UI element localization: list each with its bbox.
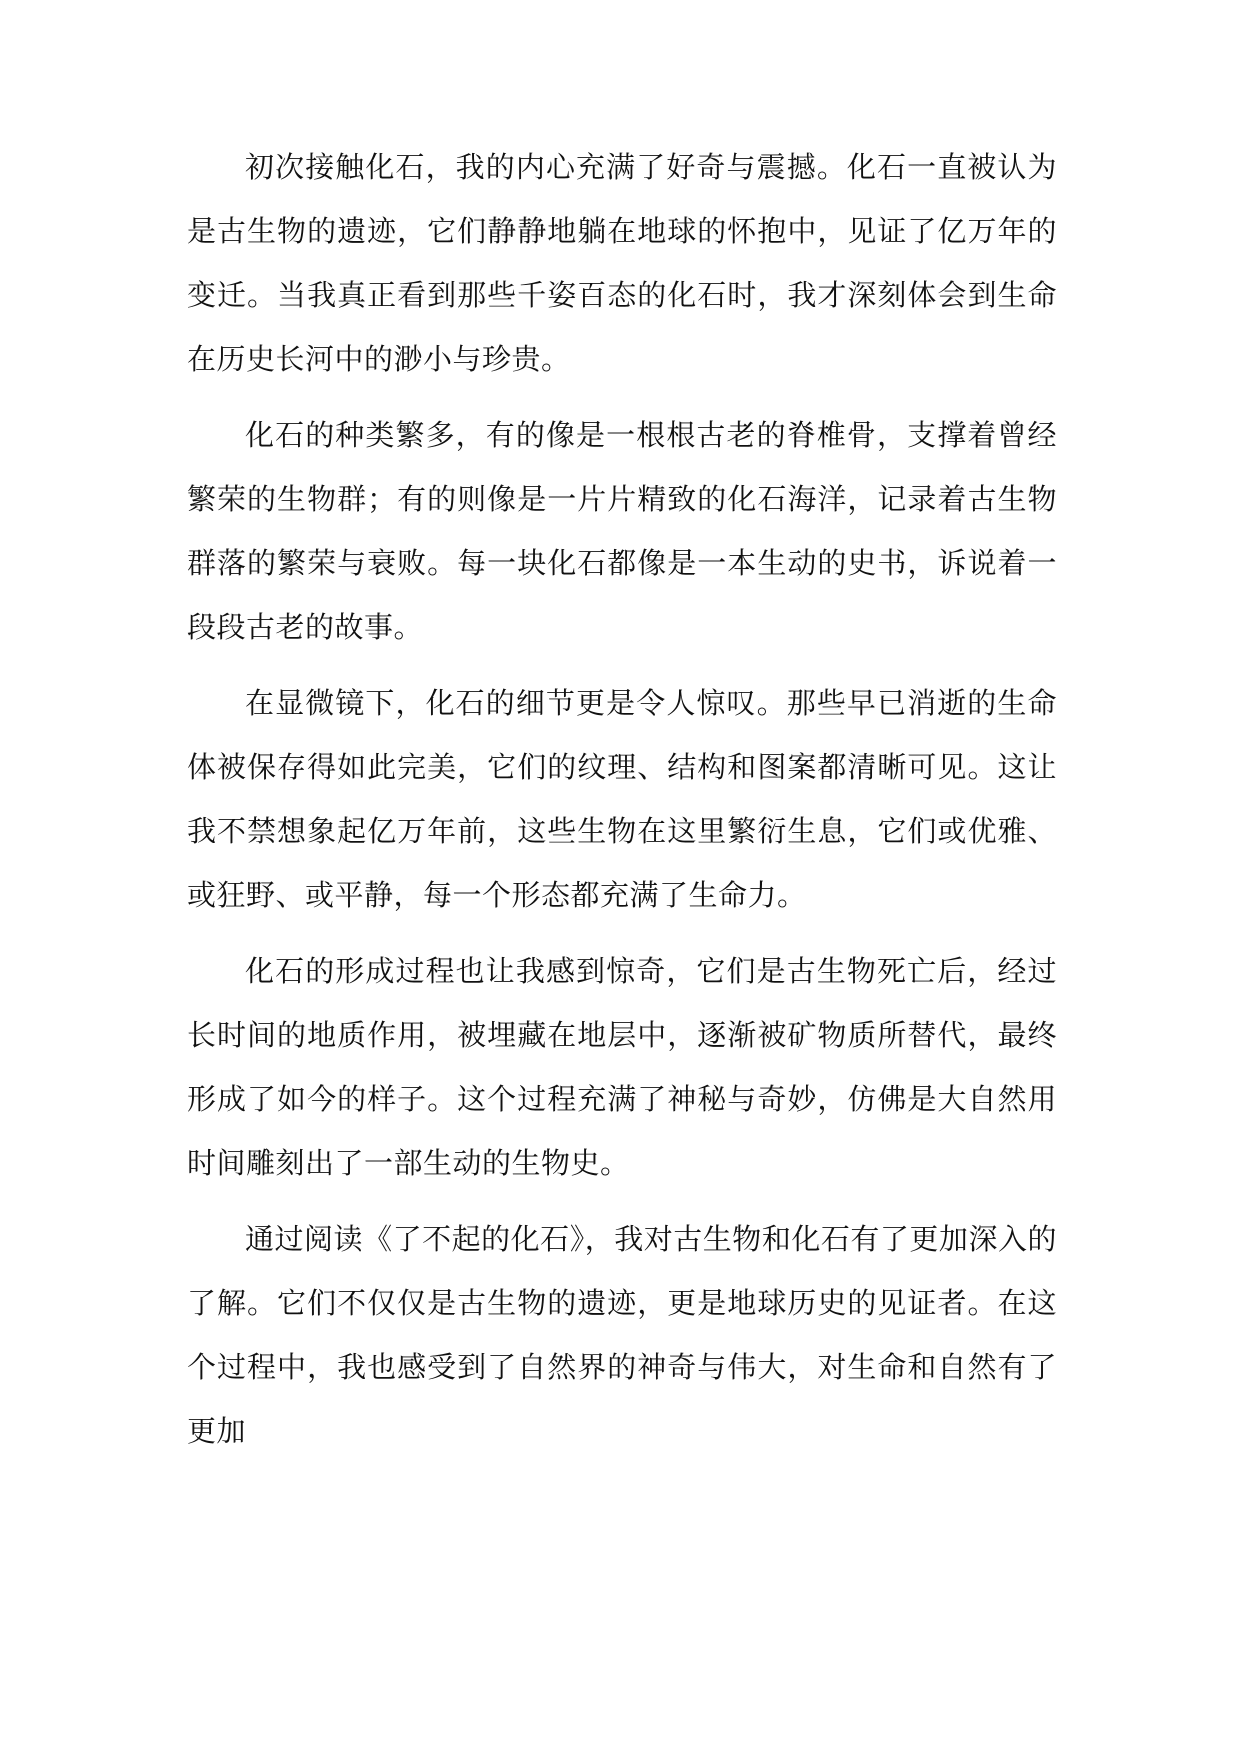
paragraph-4: 化石的形成过程也让我感到惊奇，它们是古生物死亡后，经过长时间的地质作用，被埋藏在地层中，逐渐被矿物质所替代，最终形成了如今的样子。这个过程充满了神秘与奇妙，仿佛是大自然用时间雕刻出了一部生动的生物史。 bbox=[187, 954, 1057, 1180]
paragraph-1: 初次接触化石，我的内心充满了好奇与震撼。化石一直被认为是古生物的遗迹，它们静静地躺在地球的怀抱中，见证了亿万年的变迁。当我真正看到那些千姿百态的化石时，我才深刻体会到生命在历史长河中的渺小与珍贵。 bbox=[187, 150, 1057, 376]
body-text bbox=[187, 135, 1057, 1475]
paragraph-3: 在显微镜下，化石的细节更是令人惊叹。那些早已消逝的生命体被保存得如此完美，它们的纹理、结构和图案都清晰可见。这让我不禁想象起亿万年前，这些生物在这里繁衍生息，它们或优雅、或狂野、或平静，每一个形态都充满了生命力。 bbox=[187, 686, 1057, 912]
paragraph-2: 化石的种类繁多，有的像是一根根古老的脊椎骨，支撑着曾经繁荣的生物群；有的则像是一片片精致的化石海洋，记录着古生物群落的繁荣与衰败。每一块化石都像是一本生动的史书，诉说着一段段古老的故事。 bbox=[187, 418, 1057, 644]
paragraph-5: 通过阅读《了不起的化石》，我对古生物和化石有了更加深入的了解。它们不仅仅是古生物的遗迹，更是地球历史的见证者。在这个过程中，我也感受到了自然界的神奇与伟大，对生命和自然有了更加 bbox=[187, 1222, 1057, 1448]
